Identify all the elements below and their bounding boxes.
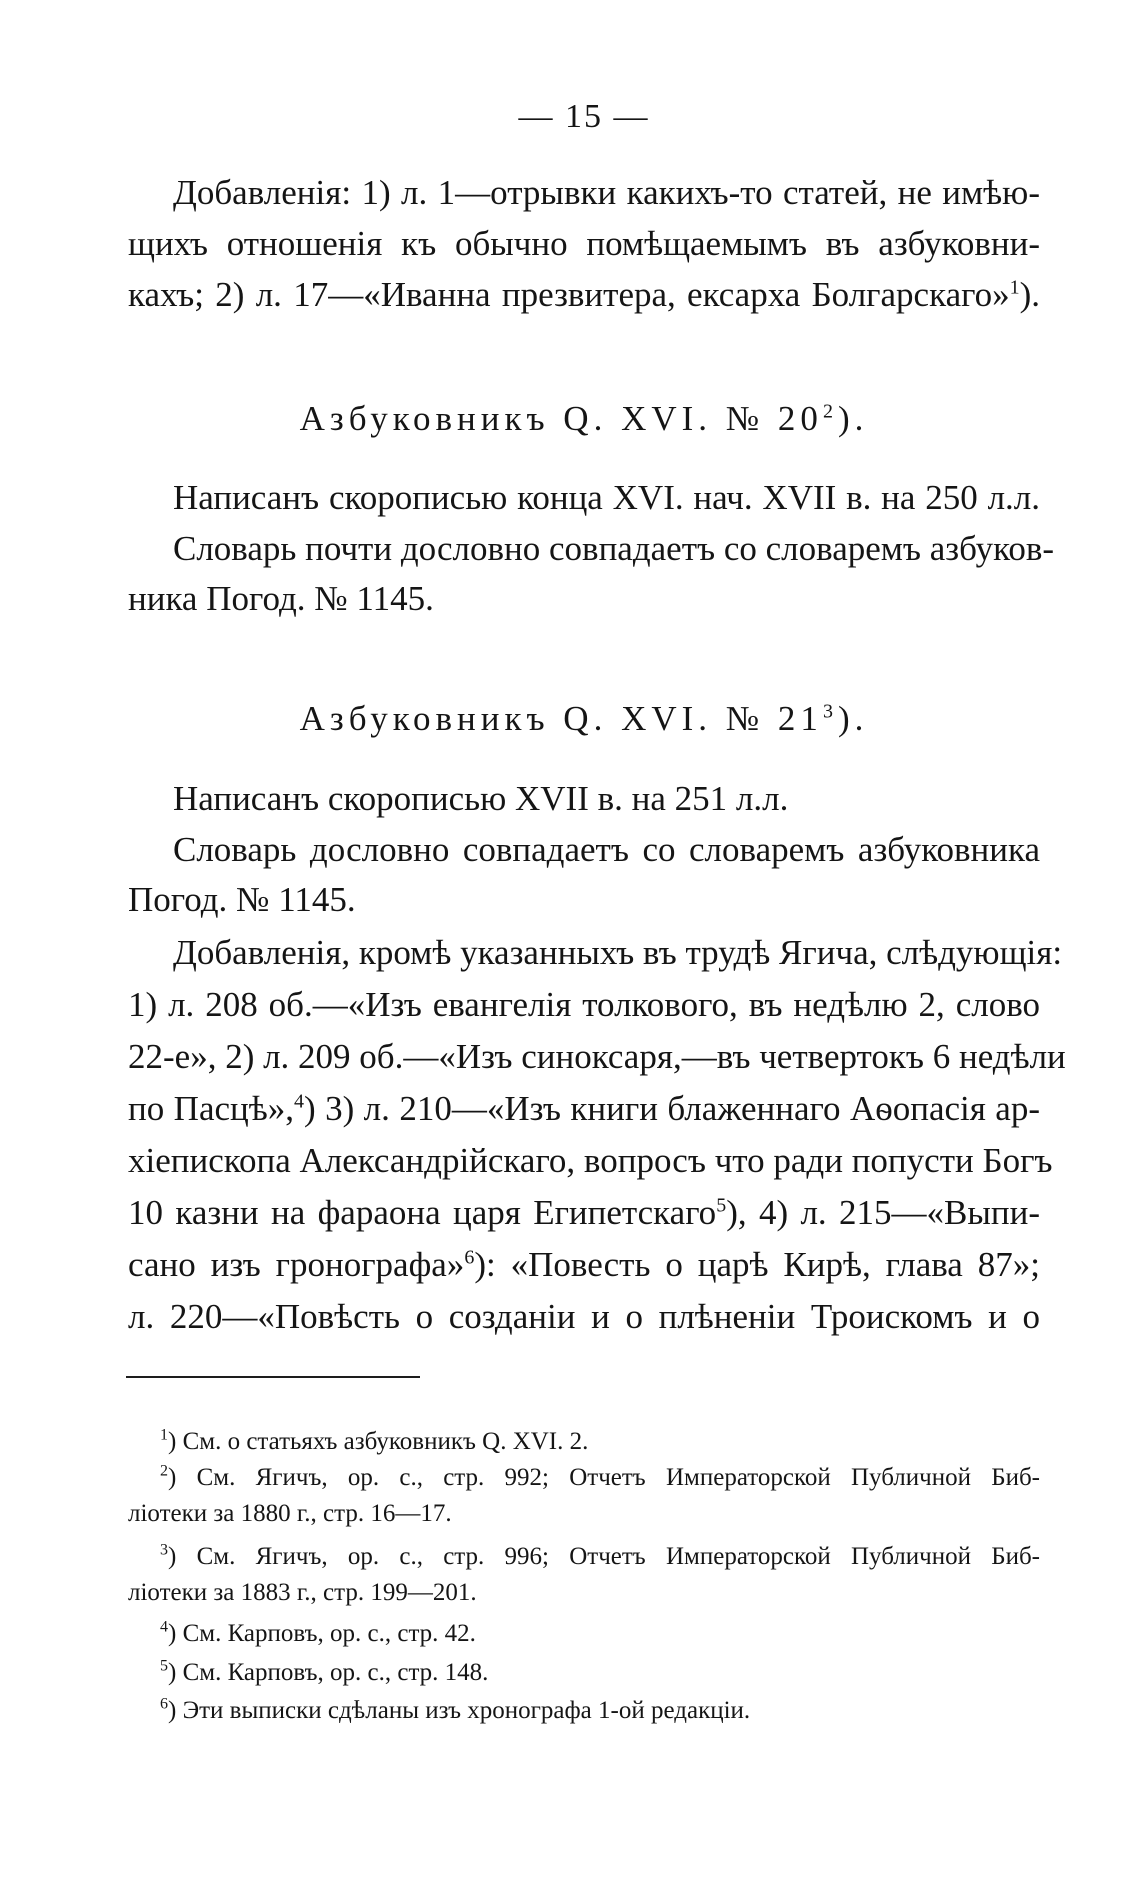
footnote-6 <box>160 1694 1040 1728</box>
footnote-2-text: ) См. Ягичъ, op. c., стр. 992; Отчетъ Императорской Публичной Биб- <box>168 1464 1040 1491</box>
section-heading-20 <box>128 397 1040 441</box>
paragraph-5-line-4 <box>128 1087 1040 1131</box>
footnote-4 <box>160 1617 1040 1651</box>
footnote-4-marker: 4 <box>160 1618 168 1636</box>
footnote-2-marker: 2 <box>160 1462 168 1480</box>
footnote-3-text: ) См. Ягичъ, op. c., стр. 996; Отчетъ Императорской Публичной Биб- <box>168 1543 1040 1570</box>
paragraph-2-line-2: Словарь почти дословно совпадаетъ со словаремъ азбуков- <box>173 529 1055 568</box>
paragraph-1-line-3-tail: ). <box>1019 275 1040 314</box>
paragraph-5-line-4-end: ) 3) л. 210—«Изъ книги блаженнаго Аѳопасія ар- <box>304 1089 1040 1128</box>
paragraph-5-line-6-end: ), 4) л. 215—«Выпи- <box>726 1193 1040 1232</box>
footnote-2-line-1 <box>160 1461 1040 1495</box>
paragraph-5-line-8: л. 220—«Повѣсть о созданіи и о плѣненіи Троискомъ и о <box>128 1297 1040 1336</box>
footnote-3-line-1 <box>160 1540 1040 1574</box>
paragraph-3-line-1: Написанъ скорописью XVII в. на 251 л.л. <box>173 779 789 818</box>
paragraph-5-line-1: Добавленія, кромѣ указанныхъ въ трудѣ Ягича, слѣдующія: <box>173 933 1063 972</box>
footnote-ref-1: 1 <box>1009 276 1020 299</box>
footnote-ref-2: 2 <box>822 400 838 423</box>
footnote-ref-6: 6 <box>464 1246 475 1269</box>
paragraph-1-line-3-text: кахъ; 2) л. 17—«Иванна презвитера, ексарха Болгарскаго» <box>128 275 1010 314</box>
footnote-6-marker: 6 <box>160 1695 168 1713</box>
footnote-3-marker: 3 <box>160 1541 168 1559</box>
footnote-6-text: ) Эти выписки сдѣланы изъ хронографа 1-ой редакціи. <box>168 1697 751 1724</box>
footnote-2-line-2: ліотеки за 1880 г., стр. 16—17. <box>128 1500 452 1527</box>
footnote-ref-4: 4 <box>294 1090 304 1113</box>
paragraph-1-line-3 <box>128 273 1040 317</box>
footnote-4-text: ) См. Карповъ, op. c., стр. 42. <box>168 1620 476 1647</box>
paragraph-5-line-3: 22-е», 2) л. 209 об.—«Изъ синоксаря,—въ четвертокъ 6 недѣли <box>128 1037 1066 1076</box>
paragraph-5-line-2: 1) л. 208 об.—«Изъ евангелія толкового, въ недѣлю 2, слово <box>128 985 1040 1024</box>
section-heading-21 <box>128 697 1040 741</box>
footnote-3-line-2: ліотеки за 1883 г., стр. 199—201. <box>128 1579 477 1606</box>
paragraph-1-line-2: щихъ отношенія къ обычно помѣщаемымъ въ азбуковни- <box>128 224 1040 263</box>
paragraph-5-line-5: хіепископа Александрійскаго, вопросъ что ради попусти Богъ <box>128 1141 1053 1180</box>
paragraph-5-line-7-start: сано изъ гронографа» <box>128 1245 465 1284</box>
section-heading-21-tail: ). <box>837 699 869 738</box>
footnote-ref-5: 5 <box>716 1194 727 1217</box>
page-number: — 15 — <box>518 98 650 135</box>
footnote-1-marker: 1 <box>160 1426 168 1444</box>
section-heading-21-text: Азбуковникъ Q. XVI. № 21 <box>299 699 823 738</box>
footnote-ref-3: 3 <box>822 700 838 723</box>
paragraph-2-line-3: ника Погод. № 1145. <box>128 579 434 618</box>
footnote-5 <box>160 1656 1040 1690</box>
paragraph-5-line-4-start: по Пасцѣ», <box>128 1089 294 1128</box>
paragraph-5-line-6-start: 10 казни на фараона царя Египетскаго <box>128 1193 717 1232</box>
section-heading-20-tail: ). <box>837 399 869 438</box>
paragraph-2-line-1: Написанъ скорописью конца XVI. нач. XVII в. на 250 л.л. <box>173 478 1040 517</box>
paragraph-1-line-1: Добавленія: 1) л. 1—отрывки какихъ-то статей, не имѣю- <box>173 173 1040 212</box>
paragraph-4-line-2: Погод. № 1145. <box>128 880 356 919</box>
footnote-5-text: ) См. Карповъ, op. c., стр. 148. <box>168 1659 489 1686</box>
paragraph-4-line-1: Словарь дословно совпадаетъ со словаремъ азбуковника <box>173 830 1040 869</box>
footnote-5-marker: 5 <box>160 1657 168 1675</box>
paragraph-5-line-7-end: ): «Повесть о царѣ Кирѣ, глава 87»; <box>474 1245 1040 1284</box>
paragraph-5-line-7 <box>128 1243 1040 1287</box>
paragraph-5-line-6 <box>128 1191 1040 1235</box>
footnote-1-text: ) См. о статьяхъ азбуковникъ Q. XVI. 2. <box>168 1428 589 1455</box>
section-heading-20-text: Азбуковникъ Q. XVI. № 20 <box>299 399 823 438</box>
footnote-1 <box>160 1425 1040 1459</box>
footnote-separator <box>126 1376 420 1378</box>
